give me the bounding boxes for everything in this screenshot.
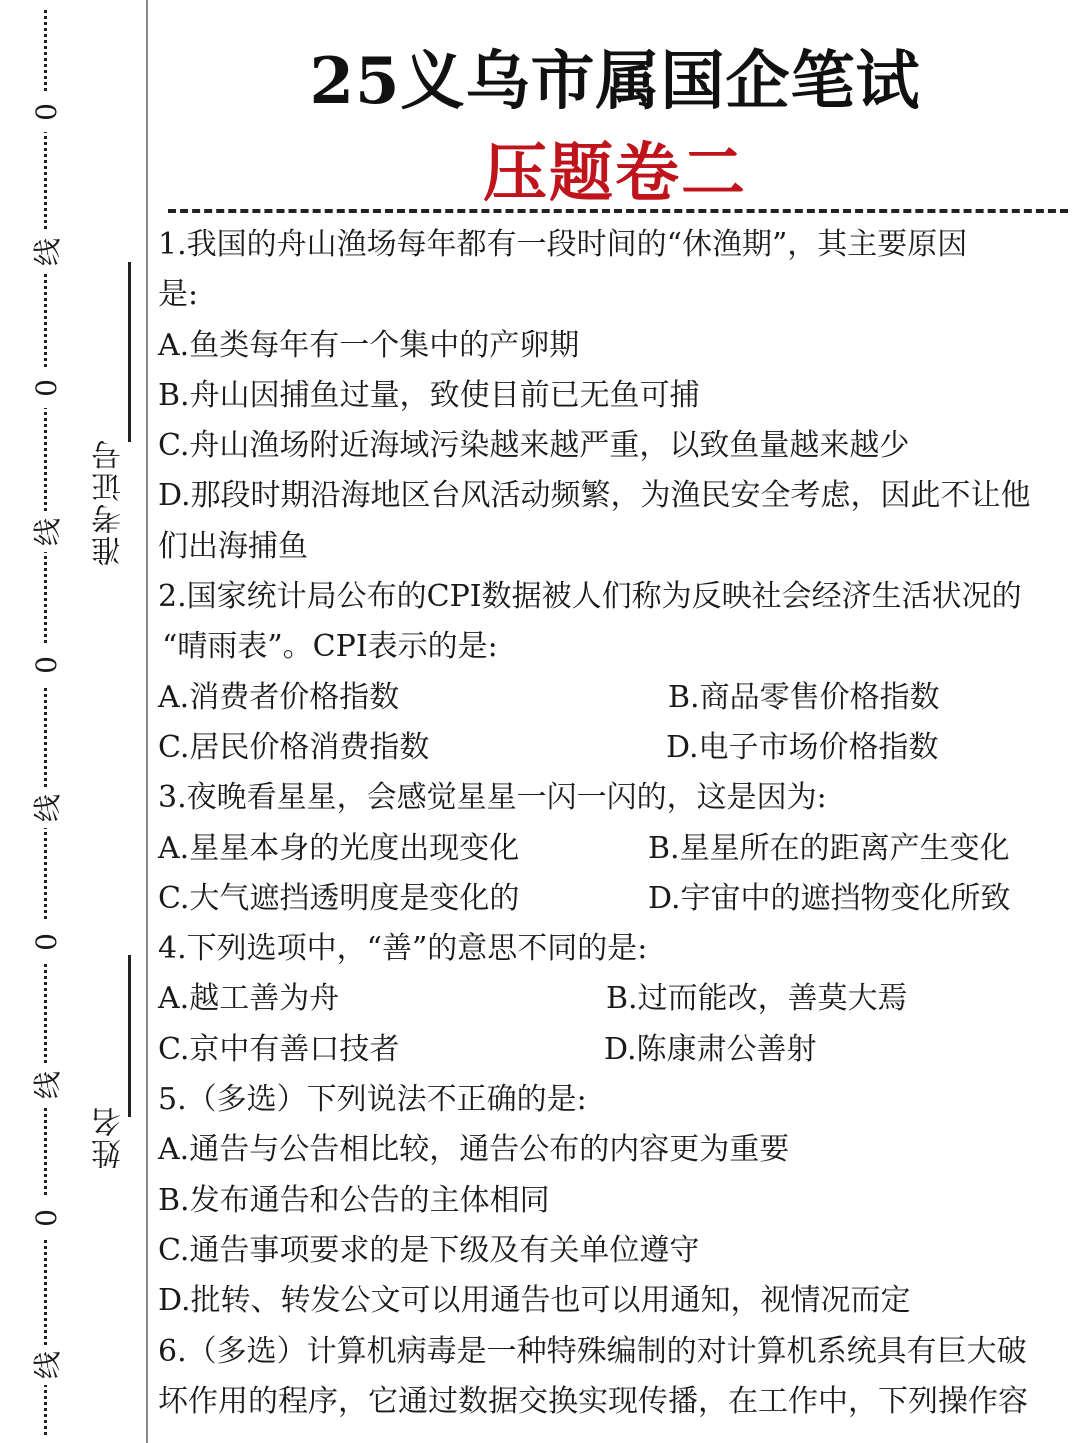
margin-mark: 线	[26, 788, 66, 828]
binding-margin	[0, 0, 150, 1443]
option-c: C.通告事项要求的是下级及有关单位遵守	[158, 1232, 700, 1268]
name-blank[interactable]	[128, 955, 131, 1117]
option-row	[158, 673, 1070, 723]
option-row	[158, 974, 1070, 1024]
margin-mark: 0	[26, 92, 66, 132]
option-d: D.陈康肃公善射	[604, 1031, 817, 1067]
name-field[interactable]	[88, 955, 138, 1185]
option-d: D.批转、转发公文可以用通告也可以用通知，视情况而定	[158, 1283, 911, 1319]
option-row	[158, 723, 1070, 773]
exam-number-field[interactable]	[88, 262, 138, 582]
option-b: B.星星所在的距离产生变化	[648, 830, 1010, 866]
question-stem: 是:	[158, 277, 199, 313]
margin-mark: 线	[26, 1065, 66, 1105]
question-stem: “晴雨表”。CPI表示的是:	[162, 629, 498, 665]
question-stem: 4.下列选项中，“善”的意思不同的是:	[158, 931, 648, 967]
option-d-continued: 们出海捕鱼	[158, 528, 308, 564]
option-a: A.越工善为舟	[158, 981, 340, 1017]
page-title: 25义乌市属国企笔试	[309, 44, 921, 119]
question-1	[158, 220, 1070, 572]
question-5	[158, 1075, 1070, 1326]
option-b: B.舟山因捕鱼过量，致使目前已无鱼可捕	[158, 377, 700, 413]
option-a: A.星星本身的光度出现变化	[158, 830, 520, 866]
option-d: D.宇宙中的遮挡物变化所致	[648, 880, 1011, 916]
margin-mark: 线	[26, 1345, 66, 1385]
option-row	[158, 874, 1070, 924]
option-d: D.那段时期沿海地区台风活动频繁，为渔民安全考虑，因此不让他	[158, 478, 1031, 514]
question-4	[158, 924, 1070, 1075]
question-stem: 6.（多选）计算机病毒是一种特殊编制的对计算机系统具有巨大破	[158, 1333, 1027, 1369]
page-subtitle: 压题卷二	[483, 136, 747, 211]
option-c: C.京中有善口技者	[158, 1031, 400, 1067]
option-a: A.通告与公告相比较，通告公布的内容更为重要	[158, 1132, 790, 1168]
exam-number-blank[interactable]	[128, 262, 131, 442]
option-b: B.发布通告和公告的主体相同	[158, 1182, 550, 1218]
option-c: C.大气遮挡透明度是变化的	[158, 880, 520, 916]
margin-mark: 线	[26, 512, 66, 552]
option-c: C.居民价格消费指数	[158, 729, 430, 765]
margin-mark: 线	[26, 232, 66, 272]
margin-mark: 0	[26, 922, 66, 962]
margin-divider	[146, 0, 148, 1443]
question-stem: 1.我国的舟山渔场每年都有一段时间的“休渔期”，其主要原因	[158, 227, 968, 262]
dashed-separator	[168, 209, 1068, 213]
question-2	[158, 572, 1070, 773]
margin-mark: 0	[26, 645, 66, 685]
question-list	[158, 220, 1070, 1427]
option-a: A.鱼类每年有一个集中的产卵期	[158, 327, 580, 363]
margin-mark: 0	[26, 368, 66, 408]
option-c: C.舟山渔场附近海域污染越来越严重，以致鱼量越来越少	[158, 428, 910, 464]
option-row	[158, 824, 1070, 874]
question-3	[158, 773, 1070, 924]
option-row	[158, 1025, 1070, 1075]
question-stem: 3.夜晚看星星，会感觉星星一闪一闪的，这是因为:	[158, 780, 827, 816]
margin-mark: 0	[26, 1198, 66, 1238]
question-stem: 坏作用的程序，它通过数据交换实现传播，在工作中，下列操作容	[158, 1383, 1028, 1419]
question-stem: 5.（多选）下列说法不正确的是:	[158, 1082, 587, 1118]
question-stem: 2.国家统计局公布的CPI数据被人们称为反映社会经济生活状况的	[158, 579, 1022, 615]
option-a: A.消费者价格指数	[158, 679, 400, 715]
name-label: 姓名	[92, 1105, 127, 1169]
option-b: B.过而能改，善莫大焉	[606, 981, 908, 1017]
question-6	[158, 1327, 1070, 1428]
exam-number-label: 准考证号	[92, 438, 127, 566]
option-d: D.电子市场价格指数	[666, 729, 939, 765]
option-b: B.商品零售价格指数	[668, 679, 940, 715]
